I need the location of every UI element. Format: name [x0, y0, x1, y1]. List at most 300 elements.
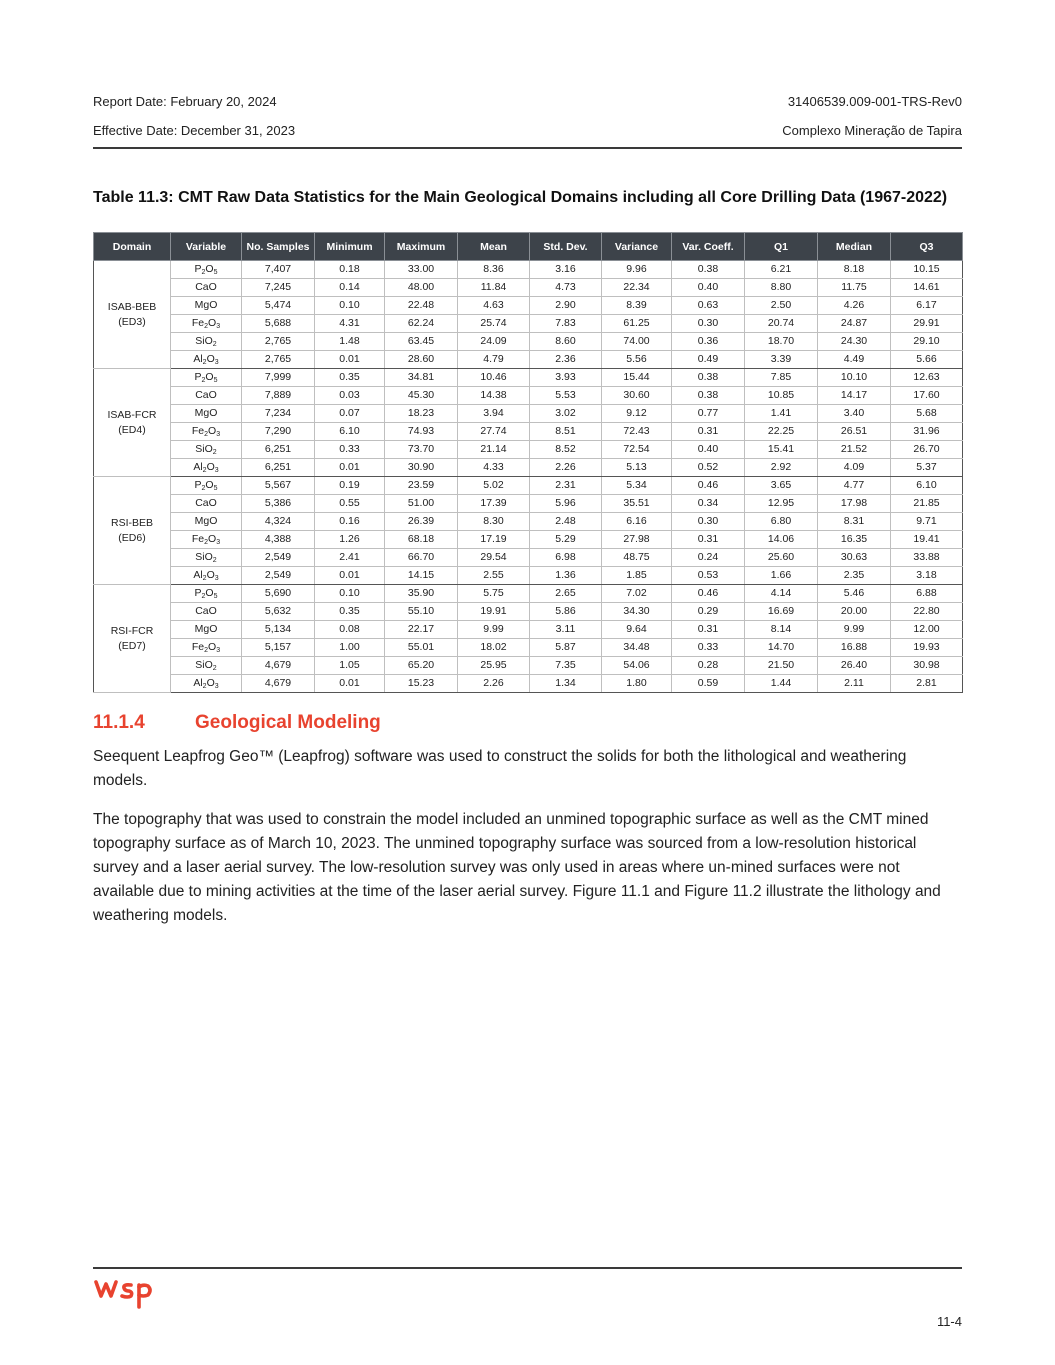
section-title: Geological Modeling [195, 712, 381, 733]
value-cell: 5,567 [242, 477, 315, 495]
value-cell: 5,157 [242, 639, 315, 657]
table-row [94, 585, 963, 603]
value-cell: 0.07 [315, 405, 385, 423]
column-header: Std. Dev. [530, 233, 602, 261]
value-cell: 0.63 [672, 297, 745, 315]
value-cell: 29.91 [891, 315, 963, 333]
value-cell: 3.39 [745, 351, 818, 369]
paragraph-1: Seequent Leapfrog Geo™ (Leapfrog) software was used to construct the solids for both the lithological and weathering models. [93, 748, 907, 789]
value-cell: 0.18 [315, 261, 385, 279]
value-cell: 22.80 [891, 603, 963, 621]
value-cell: 2.65 [530, 585, 602, 603]
value-cell: 3.40 [818, 405, 891, 423]
value-cell: 17.39 [458, 495, 530, 513]
value-cell: 7,290 [242, 423, 315, 441]
value-cell: 5.86 [530, 603, 602, 621]
variable-cell: MgO [171, 621, 242, 639]
value-cell: 7,999 [242, 369, 315, 387]
value-cell: 17.60 [891, 387, 963, 405]
value-cell: 10.46 [458, 369, 530, 387]
table-row [94, 639, 963, 657]
value-cell: 3.94 [458, 405, 530, 423]
value-cell: 74.00 [602, 333, 672, 351]
value-cell: 5,632 [242, 603, 315, 621]
header-divider [93, 147, 962, 149]
value-cell: 5,690 [242, 585, 315, 603]
value-cell: 0.33 [315, 441, 385, 459]
value-cell: 66.70 [385, 549, 458, 567]
value-cell: 30.90 [385, 459, 458, 477]
value-cell: 0.16 [315, 513, 385, 531]
value-cell: 8.51 [530, 423, 602, 441]
value-cell: 10.10 [818, 369, 891, 387]
variable-cell: $Al_2O_3$ [171, 351, 242, 369]
value-cell: 15.23 [385, 675, 458, 693]
value-cell: 0.36 [672, 333, 745, 351]
table-row [94, 369, 963, 387]
value-cell: 6.80 [745, 513, 818, 531]
value-cell: 5.13 [602, 459, 672, 477]
value-cell: 14.61 [891, 279, 963, 297]
value-cell: 6.17 [891, 297, 963, 315]
variable-cell: $Fe_2O_3$ [171, 423, 242, 441]
value-cell: 3.65 [745, 477, 818, 495]
value-cell: 48.00 [385, 279, 458, 297]
column-header: Variable [171, 233, 242, 261]
value-cell: 18.02 [458, 639, 530, 657]
value-cell: 5.68 [891, 405, 963, 423]
page-number: 11-4 [936, 1314, 962, 1329]
value-cell: 0.40 [672, 279, 745, 297]
footer-divider [93, 1267, 962, 1269]
variable-cell: CaO [171, 603, 242, 621]
value-cell: 14.06 [745, 531, 818, 549]
value-cell: 0.08 [315, 621, 385, 639]
column-header: Maximum [385, 233, 458, 261]
table-row [94, 549, 963, 567]
table-title: Table 11.3: CMT Raw Data Statistics for the Main Geological Domains including all Core Drilling Data (1967-2022) [93, 189, 948, 206]
table-row [94, 621, 963, 639]
table-row [94, 657, 963, 675]
value-cell: 72.43 [602, 423, 672, 441]
value-cell: 1.66 [745, 567, 818, 585]
table-body [94, 261, 963, 693]
value-cell: 74.93 [385, 423, 458, 441]
value-cell: 22.17 [385, 621, 458, 639]
domain-cell: ISAB-FCR (ED4) [94, 369, 171, 477]
value-cell: 2.36 [530, 351, 602, 369]
value-cell: 48.75 [602, 549, 672, 567]
section-number: 11.1.4 [93, 712, 145, 733]
value-cell: 23.59 [385, 477, 458, 495]
value-cell: 12.00 [891, 621, 963, 639]
table-row [94, 333, 963, 351]
table-row [94, 261, 963, 279]
value-cell: 5,474 [242, 297, 315, 315]
table-row [94, 603, 963, 621]
value-cell: 30.98 [891, 657, 963, 675]
value-cell: 4.79 [458, 351, 530, 369]
value-cell: 7.85 [745, 369, 818, 387]
value-cell: 0.35 [315, 603, 385, 621]
domain-cell: RSI-BEB (ED6) [94, 477, 171, 585]
value-cell: 28.60 [385, 351, 458, 369]
value-cell: 5.75 [458, 585, 530, 603]
value-cell: 1.44 [745, 675, 818, 693]
value-cell: 0.53 [672, 567, 745, 585]
value-cell: 19.91 [458, 603, 530, 621]
variable-cell: $P_2O_5$ [171, 369, 242, 387]
value-cell: 0.30 [672, 513, 745, 531]
value-cell: 0.31 [672, 531, 745, 549]
value-cell: 1.41 [745, 405, 818, 423]
value-cell: 2.41 [315, 549, 385, 567]
value-cell: 8.52 [530, 441, 602, 459]
effective-date: Effective Date: December 31, 2023 [93, 123, 296, 138]
value-cell: 9.99 [818, 621, 891, 639]
value-cell: 65.20 [385, 657, 458, 675]
value-cell: 5.02 [458, 477, 530, 495]
value-cell: 4.14 [745, 585, 818, 603]
value-cell: 14.17 [818, 387, 891, 405]
value-cell: 5.53 [530, 387, 602, 405]
value-cell: 55.01 [385, 639, 458, 657]
value-cell: 1.05 [315, 657, 385, 675]
value-cell: 7.02 [602, 585, 672, 603]
value-cell: 0.01 [315, 351, 385, 369]
value-cell: 0.40 [672, 441, 745, 459]
table-row [94, 441, 963, 459]
document-id: 31406539.009-001-TRS-Rev0 [787, 94, 962, 109]
table-header-row [94, 233, 963, 261]
value-cell: 16.69 [745, 603, 818, 621]
value-cell: 2.11 [818, 675, 891, 693]
value-cell: 61.25 [602, 315, 672, 333]
value-cell: 0.10 [315, 297, 385, 315]
variable-cell: $P_2O_5$ [171, 261, 242, 279]
value-cell: 0.35 [315, 369, 385, 387]
value-cell: 0.55 [315, 495, 385, 513]
value-cell: 1.34 [530, 675, 602, 693]
paragraph-2: The topography that was used to constrain the model included an unmined topographic surface as well as the CMT mined topography surface as of March 10, 2023. The unmined topography surface was sourced from a low-resolution historical survey and a laser aerial survey. The low-resolution survey was only used in areas where un-mined surfaces were not available due to mining activities at the time of the laser aerial survey. Figure 11.1 and Figure 11.2 illustrate the lithology and weathering models. [93, 811, 941, 924]
column-header: Minimum [315, 233, 385, 261]
value-cell: 27.74 [458, 423, 530, 441]
table-row [94, 459, 963, 477]
value-cell: 2.90 [530, 297, 602, 315]
variable-cell: SiO$_2$ [171, 657, 242, 675]
value-cell: 4.26 [818, 297, 891, 315]
value-cell: 2.50 [745, 297, 818, 315]
variable-cell: CaO [171, 279, 242, 297]
column-header: No. Samples [242, 233, 315, 261]
value-cell: 4,324 [242, 513, 315, 531]
value-cell: 8.36 [458, 261, 530, 279]
value-cell: 6.10 [891, 477, 963, 495]
variable-cell: SiO$_2$ [171, 441, 242, 459]
value-cell: 7.35 [530, 657, 602, 675]
table-row [94, 297, 963, 315]
table-row [94, 477, 963, 495]
variable-cell: SiO$_2$ [171, 333, 242, 351]
value-cell: 0.38 [672, 387, 745, 405]
value-cell: 0.52 [672, 459, 745, 477]
value-cell: 0.01 [315, 567, 385, 585]
table-row [94, 279, 963, 297]
value-cell: 2,549 [242, 567, 315, 585]
value-cell: 34.30 [602, 603, 672, 621]
value-cell: 0.10 [315, 585, 385, 603]
column-header: Domain [94, 233, 171, 261]
column-header: Var. Coeff. [672, 233, 745, 261]
value-cell: 1.26 [315, 531, 385, 549]
value-cell: 3.93 [530, 369, 602, 387]
value-cell: 5,386 [242, 495, 315, 513]
value-cell: 31.96 [891, 423, 963, 441]
value-cell: 14.15 [385, 567, 458, 585]
value-cell: 21.85 [891, 495, 963, 513]
variable-cell: $Fe_2O_3$ [171, 639, 242, 657]
domain-cell: ISAB-BEB (ED3) [94, 261, 171, 369]
value-cell: 19.41 [891, 531, 963, 549]
variable-cell: CaO [171, 495, 242, 513]
value-cell: 29.10 [891, 333, 963, 351]
value-cell: 9.96 [602, 261, 672, 279]
value-cell: 0.31 [672, 621, 745, 639]
value-cell: 0.77 [672, 405, 745, 423]
table-row [94, 675, 963, 693]
value-cell: 2,765 [242, 333, 315, 351]
table-row [94, 531, 963, 549]
value-cell: 2.48 [530, 513, 602, 531]
value-cell: 25.74 [458, 315, 530, 333]
value-cell: 62.24 [385, 315, 458, 333]
value-cell: 6.88 [891, 585, 963, 603]
column-header: Median [818, 233, 891, 261]
value-cell: 5.87 [530, 639, 602, 657]
value-cell: 9.12 [602, 405, 672, 423]
value-cell: 24.87 [818, 315, 891, 333]
table-row [94, 567, 963, 585]
value-cell: 8.80 [745, 279, 818, 297]
variable-cell: $Al_2O_3$ [171, 459, 242, 477]
value-cell: 11.84 [458, 279, 530, 297]
value-cell: 0.14 [315, 279, 385, 297]
report-date: Report Date: February 20, 2024 [93, 94, 277, 109]
value-cell: 16.88 [818, 639, 891, 657]
value-cell: 26.40 [818, 657, 891, 675]
value-cell: 24.30 [818, 333, 891, 351]
table-row [94, 423, 963, 441]
column-header: Variance [602, 233, 672, 261]
value-cell: 4.73 [530, 279, 602, 297]
variable-cell: $Fe_2O_3$ [171, 315, 242, 333]
value-cell: 73.70 [385, 441, 458, 459]
value-cell: 2.35 [818, 567, 891, 585]
value-cell: 5,134 [242, 621, 315, 639]
value-cell: 5.34 [602, 477, 672, 495]
value-cell: 1.85 [602, 567, 672, 585]
wsp-logo-icon [93, 1276, 157, 1310]
value-cell: 5.96 [530, 495, 602, 513]
value-cell: 8.39 [602, 297, 672, 315]
value-cell: 5.66 [891, 351, 963, 369]
value-cell: 4.31 [315, 315, 385, 333]
value-cell: 7,889 [242, 387, 315, 405]
value-cell: 55.10 [385, 603, 458, 621]
value-cell: 0.46 [672, 477, 745, 495]
variable-cell: SiO$_2$ [171, 549, 242, 567]
value-cell: 34.81 [385, 369, 458, 387]
value-cell: 0.59 [672, 675, 745, 693]
value-cell: 8.14 [745, 621, 818, 639]
value-cell: 7.83 [530, 315, 602, 333]
value-cell: 8.60 [530, 333, 602, 351]
column-header: Q1 [745, 233, 818, 261]
value-cell: 1.36 [530, 567, 602, 585]
value-cell: 4.63 [458, 297, 530, 315]
value-cell: 51.00 [385, 495, 458, 513]
value-cell: 4.33 [458, 459, 530, 477]
wsp-logo [93, 1276, 157, 1315]
table-row [94, 351, 963, 369]
value-cell: 17.19 [458, 531, 530, 549]
value-cell: 19.93 [891, 639, 963, 657]
value-cell: 16.35 [818, 531, 891, 549]
value-cell: 0.38 [672, 261, 745, 279]
value-cell: 24.09 [458, 333, 530, 351]
value-cell: 0.33 [672, 639, 745, 657]
value-cell: 0.38 [672, 369, 745, 387]
value-cell: 6.21 [745, 261, 818, 279]
value-cell: 4,679 [242, 657, 315, 675]
value-cell: 2.92 [745, 459, 818, 477]
value-cell: 25.95 [458, 657, 530, 675]
value-cell: 26.70 [891, 441, 963, 459]
value-cell: 2.26 [530, 459, 602, 477]
value-cell: 3.11 [530, 621, 602, 639]
value-cell: 22.48 [385, 297, 458, 315]
project-name: Complexo Mineração de Tapira [782, 123, 962, 138]
variable-cell: MgO [171, 297, 242, 315]
value-cell: 29.54 [458, 549, 530, 567]
value-cell: 30.60 [602, 387, 672, 405]
value-cell: 33.88 [891, 549, 963, 567]
value-cell: 0.31 [672, 423, 745, 441]
value-cell: 22.34 [602, 279, 672, 297]
value-cell: 2.26 [458, 675, 530, 693]
value-cell: 12.63 [891, 369, 963, 387]
value-cell: 5.37 [891, 459, 963, 477]
value-cell: 1.80 [602, 675, 672, 693]
column-header: Mean [458, 233, 530, 261]
variable-cell: $Al_2O_3$ [171, 567, 242, 585]
value-cell: 0.24 [672, 549, 745, 567]
value-cell: 33.00 [385, 261, 458, 279]
variable-cell: $P_2O_5$ [171, 585, 242, 603]
value-cell: 18.70 [745, 333, 818, 351]
domain-cell: RSI-FCR (ED7) [94, 585, 171, 693]
value-cell: 5,688 [242, 315, 315, 333]
value-cell: 0.29 [672, 603, 745, 621]
value-cell: 9.99 [458, 621, 530, 639]
value-cell: 26.39 [385, 513, 458, 531]
value-cell: 9.64 [602, 621, 672, 639]
value-cell: 21.52 [818, 441, 891, 459]
value-cell: 4,679 [242, 675, 315, 693]
value-cell: 4.09 [818, 459, 891, 477]
value-cell: 3.02 [530, 405, 602, 423]
value-cell: 8.30 [458, 513, 530, 531]
value-cell: 15.44 [602, 369, 672, 387]
table-row [94, 495, 963, 513]
value-cell: 6.16 [602, 513, 672, 531]
value-cell: 1.48 [315, 333, 385, 351]
value-cell: 0.01 [315, 459, 385, 477]
column-header: Q3 [891, 233, 963, 261]
value-cell: 7,245 [242, 279, 315, 297]
value-cell: 0.03 [315, 387, 385, 405]
statistics-table [93, 232, 963, 693]
value-cell: 3.16 [530, 261, 602, 279]
variable-cell: MgO [171, 405, 242, 423]
value-cell: 72.54 [602, 441, 672, 459]
value-cell: 30.63 [818, 549, 891, 567]
value-cell: 3.18 [891, 567, 963, 585]
variable-cell: $Al_2O_3$ [171, 675, 242, 693]
value-cell: 12.95 [745, 495, 818, 513]
variable-cell: CaO [171, 387, 242, 405]
value-cell: 0.46 [672, 585, 745, 603]
value-cell: 54.06 [602, 657, 672, 675]
value-cell: 4.77 [818, 477, 891, 495]
table-row [94, 315, 963, 333]
value-cell: 27.98 [602, 531, 672, 549]
value-cell: 63.45 [385, 333, 458, 351]
value-cell: 25.60 [745, 549, 818, 567]
variable-cell: MgO [171, 513, 242, 531]
value-cell: 2.55 [458, 567, 530, 585]
value-cell: 34.48 [602, 639, 672, 657]
value-cell: 9.71 [891, 513, 963, 531]
value-cell: 11.75 [818, 279, 891, 297]
value-cell: 22.25 [745, 423, 818, 441]
value-cell: 26.51 [818, 423, 891, 441]
value-cell: 21.50 [745, 657, 818, 675]
value-cell: 2.81 [891, 675, 963, 693]
value-cell: 68.18 [385, 531, 458, 549]
value-cell: 0.01 [315, 675, 385, 693]
variable-cell: $P_2O_5$ [171, 477, 242, 495]
value-cell: 7,407 [242, 261, 315, 279]
value-cell: 0.28 [672, 657, 745, 675]
value-cell: 6.98 [530, 549, 602, 567]
table-row [94, 405, 963, 423]
value-cell: 8.18 [818, 261, 891, 279]
value-cell: 10.15 [891, 261, 963, 279]
value-cell: 1.00 [315, 639, 385, 657]
value-cell: 6.10 [315, 423, 385, 441]
value-cell: 8.31 [818, 513, 891, 531]
value-cell: 0.34 [672, 495, 745, 513]
value-cell: 35.90 [385, 585, 458, 603]
value-cell: 15.41 [745, 441, 818, 459]
value-cell: 6,251 [242, 441, 315, 459]
value-cell: 5.46 [818, 585, 891, 603]
value-cell: 0.30 [672, 315, 745, 333]
value-cell: 2.31 [530, 477, 602, 495]
section-heading [93, 712, 381, 734]
value-cell: 20.00 [818, 603, 891, 621]
